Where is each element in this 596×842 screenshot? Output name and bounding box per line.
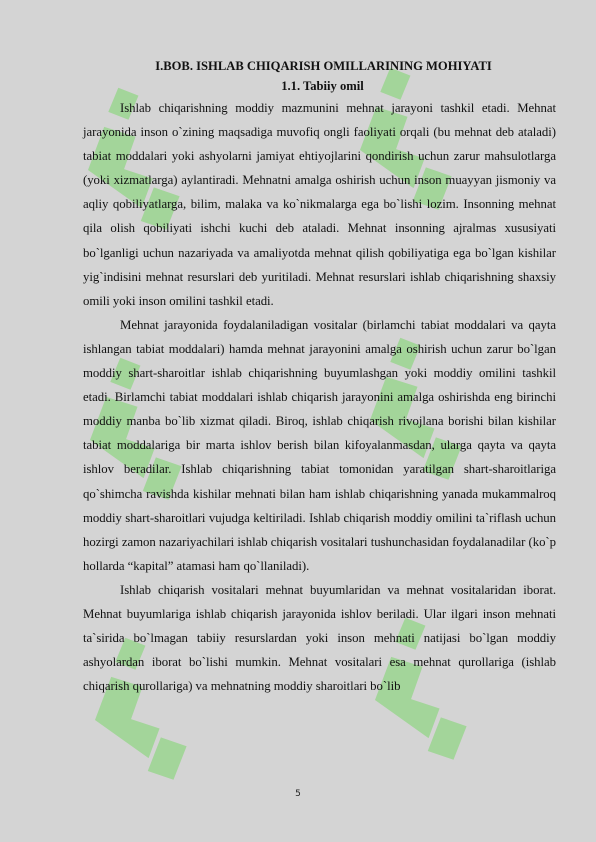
paragraph: Ishlab chiqarishning moddiy mazmunini mehnat jarayoni tashkil etadi. Mehnat jarayonida inson o`zining maqsadiga muvofiq ongli faoliyati orqali (bu mehnat deb ataladi) tabiat moddalari yoki ashyolarni jamiyat ehtiyojlarini qondirish uchun zarur mahsulotlarga (yoki xizmatlarga) aylantiradi. Mehnatni amalga oshirish uchun inson muayyan jismoniy va aqliy qobiliyatlarga, bilim, malaka va ko`nikmalarga ega bo`lishi lozim. Insonning mehnat qila olish qobiliyati ishchi kuchi deb ataladi. Mehnat insonning ajralmas xususiyati bo`lganligi uchun nazariyada va amaliyotda mehnat qilish qobiliyatiga ega bo`lgan kishilar yig`indisini mehnat resurslari deb yuritiladi. Mehnat resurslari ishlab chiqarishning shaxsiy omili yoki inson omilini tashkil etadi.	[83, 101, 556, 308]
chapter-title: I.BOB. ISHLAB CHIQARISH OMILLARINING MOHIYATI	[155, 59, 492, 73]
page-number: 5	[295, 789, 301, 799]
section-title: 1.1. Tabiiy omil	[281, 79, 364, 93]
paragraph: Mehnat jarayonida foydalaniladigan vositalar (birlamchi tabiat moddalari va qayta ishlangan tabiat moddalari) hamda mehnat jarayonini amalga oshirish uchun zarur bo`lgan moddiy shart-sharoitlar ishlab chiqarishning buyumlashgan yoki moddiy omilini tashkil etadi. Birlamchi tabiat moddalari ishlab chiqarish jarayonini amalga oshirishda eng birinchi moddiy manba bo`lib xizmat qiladi. Biroq, ishlab chiqarish rivojlana borishi bilan kishilar tabiat moddalariga bir marta ishlov berish bilan kifoyalanmasdan, ularga qayta va qayta ishlov beradilar. Ishlab chiqarishning tabiat tomonidan yaratilgan shart-sharoitlariga qo`shimcha ravishda kishilar mehnati bilan ham ishlab chiqarishning yanada mukammalroq moddiy shart-sharoitlari vujudga keltiriladi. Ishlab chiqarish moddiy omilini ta`riflash uchun hozirgi zamon nazariyachilari ishlab chiqarish vositalari tushunchasidan foydalanadilar (ko`p hollarda “kapital” atamasi ham qo`llaniladi).	[83, 317, 556, 573]
document-body	[83, 56, 556, 698]
paragraph: Ishlab chiqarish vositalari mehnat buyumlaridan va mehnat vositalaridan iborat. Mehnat buyumlariga ishlab chiqarish jarayonida ishlov beriladi. Ular ilgari inson mehnati ta`sirida bo`lmagan tabiiy resurslardan yoki inson mehnati natijasi bo`lgan moddiy ashyolardan iborat bo`lishi mumkin. Mehnat vositalari esa mehnat qurollariga (ishlab chiqarish qurollariga) va mehnatning moddiy sharoitlari bo`lib	[83, 582, 556, 694]
